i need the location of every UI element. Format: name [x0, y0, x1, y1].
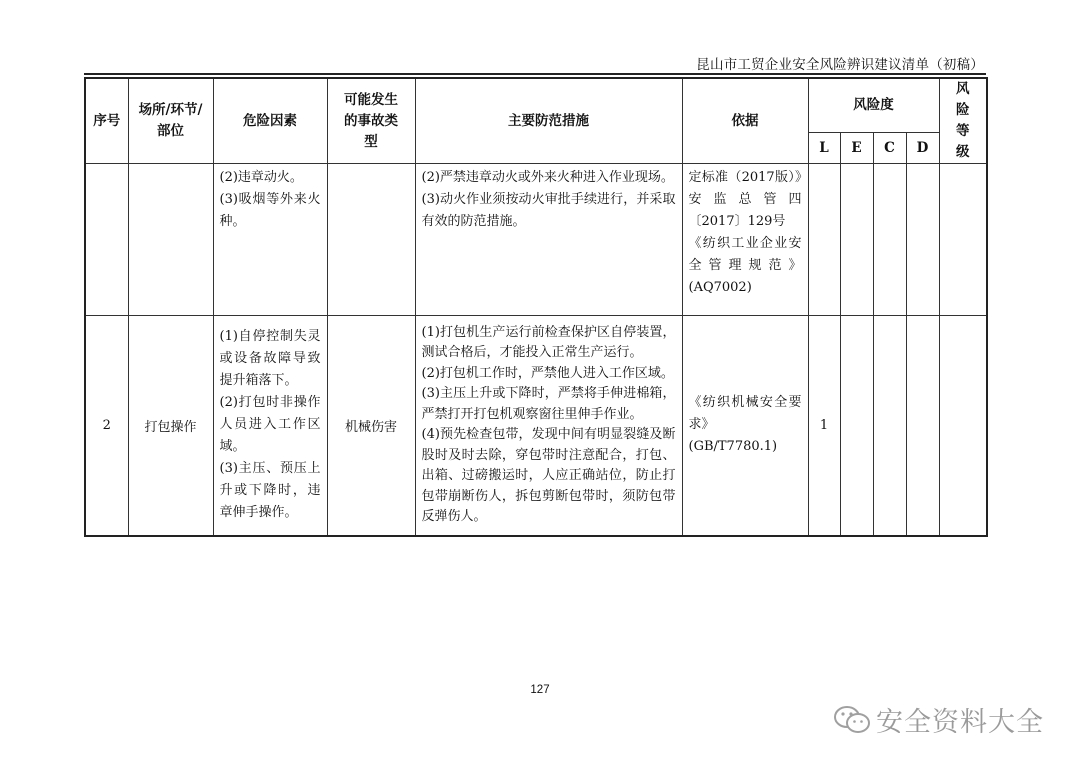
basis-item: 《纺织机械安全要求》 — [688, 395, 802, 433]
hazard-item: (1)自停控制失灵或设备故障导致提升箱落下。 — [219, 329, 321, 389]
cell-C — [873, 164, 906, 316]
cell-basis — [682, 164, 808, 316]
cell-location — [128, 164, 213, 316]
page-number: 127 — [530, 684, 550, 696]
col-header-C: C — [873, 133, 906, 164]
col-header-risk-degree: 风险度 — [808, 78, 939, 133]
measure-item: (3)主压上升或下降时，严禁将手伸进棉箱，严禁打开打包机观察窗往里伸手作业。 — [421, 386, 676, 422]
measure-item: (2)打包机工作时，严禁他人进入工作区域。 — [421, 365, 674, 381]
wechat-icon — [832, 704, 872, 736]
watermark-text: 安全资料大全 — [876, 707, 1044, 738]
basis-item: 定标准（2017版）》安监总管四〔2017〕129号 — [688, 170, 802, 229]
document-header-title: 昆山市工贸企业安全风险辨识建议清单（初稿） — [696, 57, 984, 73]
header-rule — [84, 73, 986, 75]
basis-item: 《纺织工业企业安全管理规范》(AQ7002) — [688, 236, 802, 295]
col-header-measures: 主要防范措施 — [415, 78, 682, 164]
col-header-E: E — [840, 133, 873, 164]
col-header-risk-level: 风险等级 — [939, 78, 987, 164]
col-header-L: L — [808, 133, 840, 164]
watermark — [832, 700, 1044, 739]
col-header-hazard: 危险因素 — [213, 78, 327, 164]
col-header-index: 序号 — [85, 78, 128, 164]
table-row-continued — [85, 164, 987, 316]
measure-item: (4)预先检查包带，发现中间有明显裂缝及断股时及时去除，穿包带时注意配合，打包、出箱、过磅搬运时，人应正确站位，防止打包带崩断伤人，拆包剪断包带时，须防包带反弹伤人。 — [421, 427, 676, 525]
cell-accident: 机械伤害 — [327, 316, 415, 536]
basis-item: (GB/T7780.1) — [688, 439, 778, 455]
hazard-item: (3)主压、预压上升或下降时，违章伸手操作。 — [219, 461, 321, 521]
cell-location: 打包操作 — [128, 316, 213, 536]
col-header-location: 场所/环节/部位 — [128, 78, 213, 164]
hazard-item: (2)打包时非操作人员进入工作区域。 — [219, 395, 321, 455]
cell-hazard — [213, 164, 327, 316]
cell-basis — [682, 316, 808, 536]
cell-D — [906, 164, 939, 316]
cell-risk-level — [939, 316, 987, 536]
cell-accident — [327, 164, 415, 316]
cell-E — [840, 316, 873, 536]
col-header-basis: 依据 — [682, 78, 808, 164]
measure-item: (3)动火作业须按动火审批手续进行，并采取有效的防范措施。 — [421, 192, 676, 229]
cell-D — [906, 316, 939, 536]
col-header-accident: 可能发生的事故类型 — [327, 78, 415, 164]
hazard-item: (3)吸烟等外来火种。 — [219, 192, 321, 229]
hazard-item: (2)违章动火。 — [219, 170, 303, 185]
cell-L: 1 — [808, 316, 840, 536]
cell-L — [808, 164, 840, 316]
table-row-2 — [85, 316, 987, 536]
cell-E — [840, 164, 873, 316]
cell-measures — [415, 164, 682, 316]
risk-identification-table — [84, 77, 988, 537]
cell-hazard — [213, 316, 327, 536]
measure-item: (1)打包机生产运行前检查保护区自停装置，测试合格后，才能投入正常生产运行。 — [421, 324, 676, 361]
cell-index: 2 — [85, 316, 128, 536]
cell-index — [85, 164, 128, 316]
col-header-D: D — [906, 133, 939, 164]
cell-measures — [415, 316, 682, 536]
cell-risk-level — [939, 164, 987, 316]
measure-item: (2)严禁违章动火或外来火种进入作业现场。 — [421, 170, 674, 185]
cell-C — [873, 316, 906, 536]
